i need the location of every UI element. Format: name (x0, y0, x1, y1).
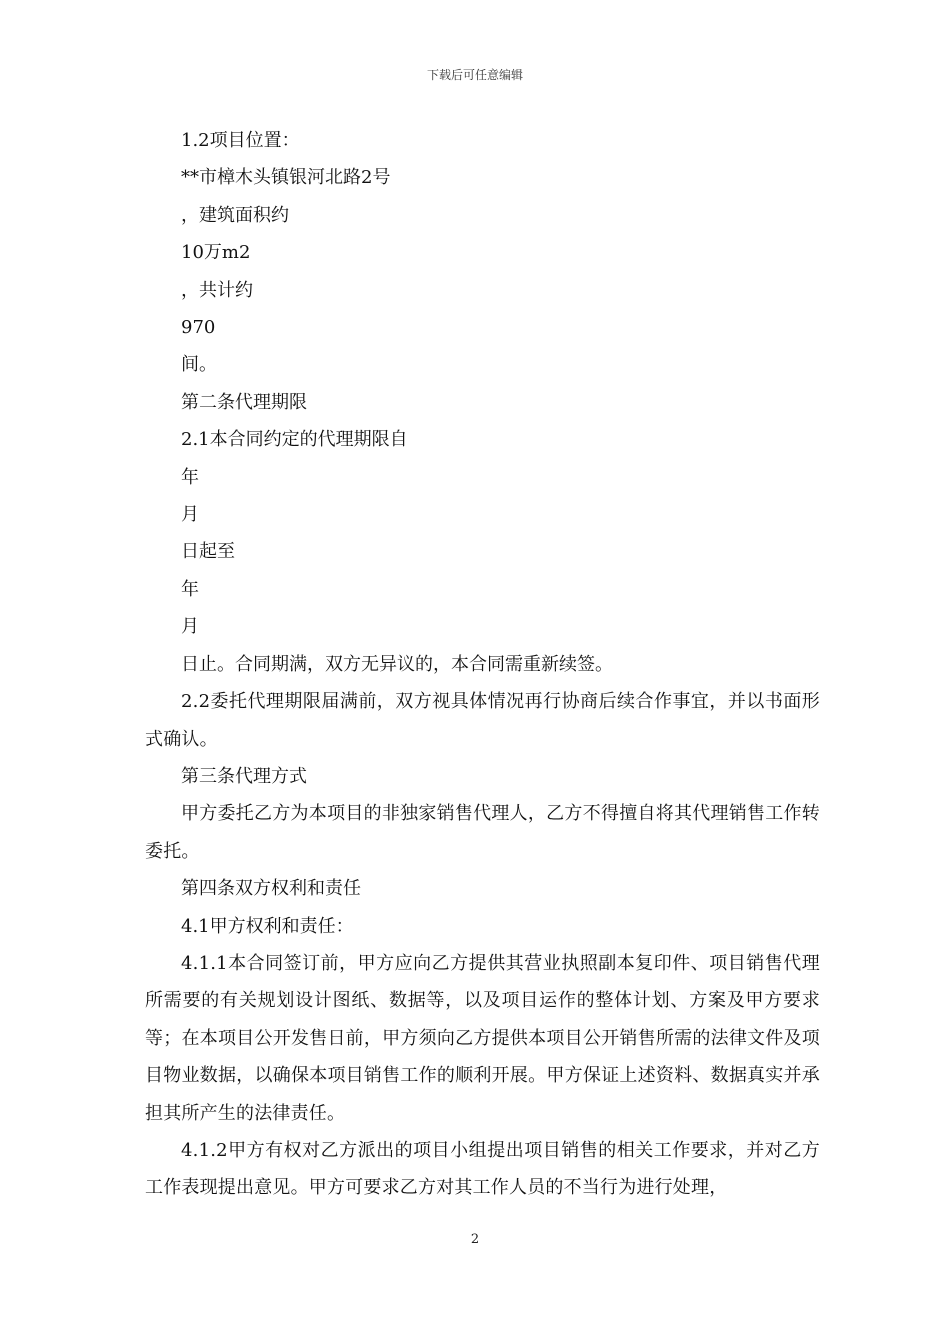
start-month-label: 月 (181, 504, 199, 526)
start-year-label: 年 (181, 466, 199, 488)
clause-4-1: 4.1甲方权利和责任： (181, 915, 354, 937)
building-area-label: ，建筑面积约 (181, 204, 289, 226)
clause-2-2: 2.2委托代理期限届满前，双方视具体情况再行协商后续合作事宜，并以书面形式确认。 (145, 691, 820, 750)
article-4-title: 第四条双方权利和责任 (181, 878, 361, 900)
unit-count-label: ，共计约 (181, 279, 253, 301)
article-3-title: 第三条代理方式 (181, 765, 307, 787)
end-month-label: 月 (181, 616, 199, 638)
page-number: 2 (470, 1232, 480, 1247)
unit-count-suffix: 间。 (181, 354, 217, 376)
clause-2-1: 2.1本合同约定的代理期限自 (181, 429, 408, 451)
page-header: 下载后可任意编辑 (426, 68, 523, 82)
article-2-title: 第二条代理期限 (181, 391, 307, 413)
item-1-2-location-label: 1.2项目位置： (181, 130, 300, 151)
end-year-label: 年 (181, 578, 199, 600)
article-3-body: 甲方委托乙方为本项目的非独家销售代理人，乙方不得擅自将其代理销售工作转委托。 (145, 803, 820, 862)
document-body (145, 122, 820, 1207)
building-area-value: 10万m2 (181, 242, 251, 264)
clause-4-1-2: 4.1.2甲方有权对乙方派出的项目小组提出项目销售的相关工作要求，并对乙方工作表现提出意见。甲方可要求乙方对其工作人员的不当行为进行处理， (145, 1139, 820, 1199)
end-day-clause: 日止。合同期满，双方无异议的，本合同需重新续签。 (181, 653, 613, 675)
clause-4-1-1: 4.1.1本合同签订前，甲方应向乙方提供其营业执照副本复印件、项目销售代理所需要的有关规划设计图纸、数据等，以及项目运作的整体计划、方案及甲方要求等；在本项目公开发售日前，甲方须向乙方提供本项目公开销售所需的法律文件及项目物业数据，以确保本项目销售工作的顺利开展。甲方保证上述资料、数据真实并承担其所产生的法律责任。 (145, 952, 820, 1124)
project-address: **市樟木头镇银河北路2号 (181, 167, 391, 189)
unit-count-value: 970 (181, 317, 216, 339)
start-day-label: 日起至 (181, 541, 235, 563)
